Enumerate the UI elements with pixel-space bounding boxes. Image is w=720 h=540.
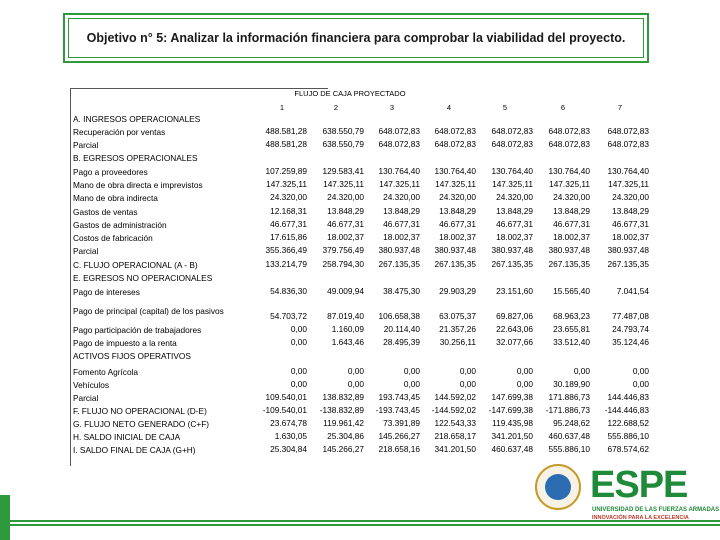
- decorative-green-bar: [0, 495, 10, 540]
- table-cell: 35.124,46: [612, 337, 649, 347]
- table-row: [73, 179, 673, 192]
- table-cell: 218.658,16: [378, 444, 420, 454]
- table-cell: 380.937,48: [434, 245, 476, 255]
- row-label: Pago de principal (capital) de los pasivos: [73, 306, 224, 316]
- table-row: [73, 444, 673, 457]
- table-cell: 138.832,89: [322, 392, 364, 402]
- column-header: 2: [333, 103, 339, 112]
- row-label: Fomento Agrícola: [73, 367, 139, 377]
- table-cell: 380.937,48: [491, 245, 533, 255]
- table-cell: 0,00: [290, 366, 307, 376]
- table-cell: 258.794,30: [322, 259, 364, 269]
- row-label: E. EGRESOS NO OPERACIONALES: [73, 273, 213, 283]
- table-cell: 0,00: [459, 366, 476, 376]
- table-cell: 147.325,11: [323, 179, 364, 189]
- table-row: [73, 232, 673, 245]
- table-cell: 147.325,11: [435, 179, 476, 189]
- table-cell: 20.114,40: [383, 324, 420, 334]
- table-row: [73, 305, 673, 321]
- table-cell: 380.937,48: [378, 245, 420, 255]
- table-row: [73, 431, 673, 444]
- table-row: [73, 166, 673, 179]
- table-cell: 15.565,40: [553, 286, 590, 296]
- table-cell: 555.886,10: [607, 431, 649, 441]
- table-cell: 0,00: [290, 337, 307, 347]
- table-cell: 46.677,31: [553, 219, 590, 229]
- table-cell: 267.135,35: [548, 259, 590, 269]
- table-cell: -147.699,38: [488, 405, 533, 415]
- table-cell: 25.304,84: [270, 444, 307, 454]
- table-cell: 18.002,37: [553, 232, 590, 242]
- table-cell: 18.002,37: [496, 232, 533, 242]
- row-label: Recuperación por ventas: [73, 127, 166, 137]
- table-cell: 379.756,49: [322, 245, 364, 255]
- table-cell: 13.848,29: [383, 206, 420, 216]
- table-cell: 13.848,29: [612, 206, 649, 216]
- table-cell: 24.320,00: [270, 192, 307, 202]
- table-cell: 648.072,83: [491, 139, 533, 149]
- table-cell: 54.836,30: [270, 286, 307, 296]
- table-cell: 122.543,33: [434, 418, 476, 428]
- brand-subtitle: UNIVERSIDAD DE LAS FUERZAS ARMADAS: [592, 507, 720, 513]
- table-cell: 13.848,29: [439, 206, 476, 216]
- table-cell: -171.886,73: [545, 405, 590, 415]
- table-row: [73, 379, 673, 392]
- row-label: Gastos de ventas: [73, 207, 138, 217]
- table-cell: 18.002,37: [327, 232, 364, 242]
- table-cell: 28.495,39: [383, 337, 420, 347]
- table-cell: 638.550,79: [322, 139, 364, 149]
- row-label: A. INGRESOS OPERACIONALES: [73, 114, 201, 124]
- table-row: [73, 152, 673, 165]
- table-row: [73, 392, 673, 405]
- table-cell: 54.703,72: [270, 311, 307, 321]
- table-cell: -109.540,01: [262, 405, 307, 415]
- table-cell: 144.446,83: [607, 392, 649, 402]
- table-cell: 555.886,10: [548, 444, 590, 454]
- table-cell: 24.320,00: [439, 192, 476, 202]
- row-label: H. SALDO INICIAL DE CAJA: [73, 432, 181, 442]
- column-header: 4: [446, 103, 452, 112]
- table-cell: 147.325,11: [266, 179, 307, 189]
- table-cell: 133.214,79: [265, 259, 307, 269]
- table-cell: 648.072,83: [378, 139, 420, 149]
- table-cell: 147.325,11: [608, 179, 649, 189]
- table-cell: 18.002,37: [612, 232, 649, 242]
- table-cell: 267.135,35: [491, 259, 533, 269]
- table-cell: 46.677,31: [383, 219, 420, 229]
- row-label: C. FLUJO OPERACIONAL (A - B): [73, 260, 198, 270]
- table-row: [73, 337, 673, 350]
- table-cell: 678.574,62: [607, 444, 649, 454]
- table-cell: 24.320,00: [327, 192, 364, 202]
- table-cell: 147.325,11: [492, 179, 533, 189]
- table-cell: 46.677,31: [612, 219, 649, 229]
- table-cell: 21.357,26: [439, 324, 476, 334]
- table-cell: 32.077,66: [496, 337, 533, 347]
- table-cell: 147.699,38: [491, 392, 533, 402]
- column-header: 5: [502, 103, 508, 112]
- row-label: Parcial: [73, 393, 99, 403]
- table-cell: 77.487,08: [612, 311, 649, 321]
- table-cell: 488.581,28: [265, 139, 307, 149]
- table-cell: 38.475,30: [383, 286, 420, 296]
- table-row: [73, 219, 673, 232]
- table-cell: 648.072,83: [434, 139, 476, 149]
- table-cell: 24.320,00: [553, 192, 590, 202]
- table-cell: 46.677,31: [439, 219, 476, 229]
- table-cell: 145.266,27: [378, 431, 420, 441]
- table-cell: 648.072,83: [548, 139, 590, 149]
- table-cell: 193.743,45: [378, 392, 420, 402]
- table-cell: 13.848,29: [496, 206, 533, 216]
- row-label: B. EGRESOS OPERACIONALES: [73, 153, 198, 163]
- table-cell: 30.256,11: [439, 337, 476, 347]
- table-cell: 355.366,49: [265, 245, 307, 255]
- column-header: 7: [617, 103, 623, 112]
- brand-tagline: INNOVACIÓN PARA LA EXCELENCIA: [592, 515, 689, 521]
- table-cell: 46.677,31: [270, 219, 307, 229]
- row-label: I. SALDO FINAL DE CAJA (G+H): [73, 445, 196, 455]
- slide-title-box: [63, 13, 649, 63]
- table-cell: 145.266,27: [322, 444, 364, 454]
- table-cell: -193.743,45: [375, 405, 420, 415]
- table-cell: 130.764,40: [491, 166, 533, 176]
- table-cell: 24.320,00: [383, 192, 420, 202]
- table-cell: 122.688,52: [607, 418, 649, 428]
- table-cell: 12.168,31: [270, 206, 307, 216]
- table-cell: 460.637,48: [548, 431, 590, 441]
- table-row: [73, 286, 673, 299]
- table-cell: 0,00: [632, 379, 649, 389]
- table-cell: 0,00: [516, 366, 533, 376]
- table-cell: 23.674,78: [270, 418, 307, 428]
- table-cell: 267.135,35: [607, 259, 649, 269]
- brand-logo: ESPE: [590, 464, 688, 506]
- table-cell: 341.201,50: [434, 444, 476, 454]
- table-cell: 0,00: [632, 366, 649, 376]
- row-label: Gastos de administración: [73, 220, 167, 230]
- table-row: [73, 192, 673, 205]
- table-cell: 648.072,83: [378, 126, 420, 136]
- table-cell: 0,00: [347, 366, 364, 376]
- column-header: 1: [279, 103, 285, 112]
- row-label: ACTIVOS FIJOS OPERATIVOS: [73, 351, 191, 361]
- table-cell: 0,00: [347, 379, 364, 389]
- table-cell: 144.592,02: [434, 392, 476, 402]
- table-cell: 25.304,86: [327, 431, 364, 441]
- table-cell: 109.540,01: [265, 392, 307, 402]
- table-cell: 648.072,83: [548, 126, 590, 136]
- table-cell: 0,00: [290, 324, 307, 334]
- table-cell: 95.248,62: [553, 418, 590, 428]
- slide-title: Objetivo n° 5: Analizar la información financiera para comprobar la viabilidad del proyecto.: [68, 18, 644, 58]
- table-row: [73, 324, 673, 337]
- table-row: [73, 366, 673, 379]
- table-cell: 73.391,89: [383, 418, 420, 428]
- table-cell: 87.019,40: [327, 311, 364, 321]
- column-header: 6: [560, 103, 566, 112]
- table-cell: 0,00: [403, 366, 420, 376]
- row-label: Mano de obra indirecta: [73, 193, 158, 203]
- table-row: [73, 350, 673, 363]
- table-cell: 130.764,40: [378, 166, 420, 176]
- table-cell: 638.550,79: [322, 126, 364, 136]
- table-cell: 267.135,35: [434, 259, 476, 269]
- table-cell: 130.764,40: [607, 166, 649, 176]
- table-cell: 33.512,40: [553, 337, 590, 347]
- table-cell: 1.630,05: [274, 431, 307, 441]
- table-cell: 218.658,17: [434, 431, 476, 441]
- table-cell: 0,00: [403, 379, 420, 389]
- table-row: [73, 139, 673, 152]
- table-cell: 130.764,40: [548, 166, 590, 176]
- table-cell: 30.189,90: [553, 379, 590, 389]
- sheet-border: [70, 88, 71, 466]
- table-cell: 13.848,29: [553, 206, 590, 216]
- row-label: Pago de impuesto a la renta: [73, 338, 177, 348]
- table-cell: 17.615,86: [270, 232, 307, 242]
- table-cell: -144.446,83: [604, 405, 649, 415]
- table-cell: 380.937,48: [607, 245, 649, 255]
- table-cell: 488.581,28: [265, 126, 307, 136]
- table-cell: 648.072,83: [607, 139, 649, 149]
- table-cell: 267.135,35: [378, 259, 420, 269]
- table-cell: 119.961,42: [323, 418, 364, 428]
- table-cell: 129.583,41: [322, 166, 364, 176]
- row-label: Pago a proveedores: [73, 167, 148, 177]
- university-seal-icon: [535, 464, 581, 510]
- column-header: 3: [389, 103, 395, 112]
- table-cell: 18.002,37: [383, 232, 420, 242]
- table-cell: 648.072,83: [607, 126, 649, 136]
- table-cell: 648.072,83: [491, 126, 533, 136]
- table-cell: 380.937,48: [548, 245, 590, 255]
- table-cell: 46.677,31: [496, 219, 533, 229]
- table-row: [73, 245, 673, 258]
- table-cell: 648.072,83: [434, 126, 476, 136]
- table-cell: 24.793,74: [612, 324, 649, 334]
- table-cell: -144.592,02: [431, 405, 476, 415]
- row-label: Pago participación de trabajadores: [73, 325, 202, 335]
- table-cell: 0,00: [573, 366, 590, 376]
- table-row: [73, 418, 673, 431]
- row-label: Parcial: [73, 246, 99, 256]
- row-label: Parcial: [73, 140, 99, 150]
- table-cell: 107.259,89: [265, 166, 307, 176]
- table-cell: 46.677,31: [327, 219, 364, 229]
- table-row: [73, 126, 673, 139]
- row-label: Vehículos: [73, 380, 109, 390]
- table-cell: 63.075,37: [439, 311, 476, 321]
- table-row: [73, 405, 673, 418]
- table-cell: 7.041,54: [616, 286, 649, 296]
- table-cell: 69.827,06: [496, 311, 533, 321]
- table-cell: 49.009,94: [327, 286, 364, 296]
- table-cell: 0,00: [290, 379, 307, 389]
- table-cell: 341.201,50: [491, 431, 533, 441]
- table-cell: 24.320,00: [496, 192, 533, 202]
- table-cell: 130.764,40: [434, 166, 476, 176]
- table-cell: 23.655,81: [553, 324, 590, 334]
- row-label: G. FLUJO NETO GENERADO (C+F): [73, 419, 210, 429]
- table-row: [73, 259, 673, 272]
- table-cell: 24.320,00: [612, 192, 649, 202]
- table-caption: FLUJO DE CAJA PROYECTADO: [294, 89, 406, 98]
- table-cell: 1.160,09: [331, 324, 364, 334]
- table-cell: 23.151,60: [496, 286, 533, 296]
- table-cell: 147.325,11: [549, 179, 590, 189]
- table-cell: 22.643,06: [496, 324, 533, 334]
- table-cell: 0,00: [516, 379, 533, 389]
- table-cell: 171.886,73: [548, 392, 590, 402]
- row-label: Mano de obra directa e imprevistos: [73, 180, 203, 190]
- table-row: [73, 113, 673, 126]
- row-label: F. FLUJO NO OPERACIONAL (D-E): [73, 406, 207, 416]
- footer-line: [0, 524, 720, 526]
- row-label: Pago de intereses: [73, 287, 140, 297]
- table-cell: 1.643,46: [331, 337, 364, 347]
- row-label: Costos de fabricación: [73, 233, 153, 243]
- table-cell: 106.658,38: [378, 311, 420, 321]
- table-cell: 18.002,37: [439, 232, 476, 242]
- table-cell: 460.637,48: [491, 444, 533, 454]
- table-cell: -138.832,89: [319, 405, 364, 415]
- table-cell: 147.325,11: [379, 179, 420, 189]
- table-cell: 68.963,23: [553, 311, 590, 321]
- table-row: [73, 272, 673, 285]
- table-cell: 119.435,98: [492, 418, 533, 428]
- table-cell: 29.903,29: [439, 286, 476, 296]
- table-cell: 0,00: [459, 379, 476, 389]
- table-cell: 13.848,29: [327, 206, 364, 216]
- table-row: [73, 206, 673, 219]
